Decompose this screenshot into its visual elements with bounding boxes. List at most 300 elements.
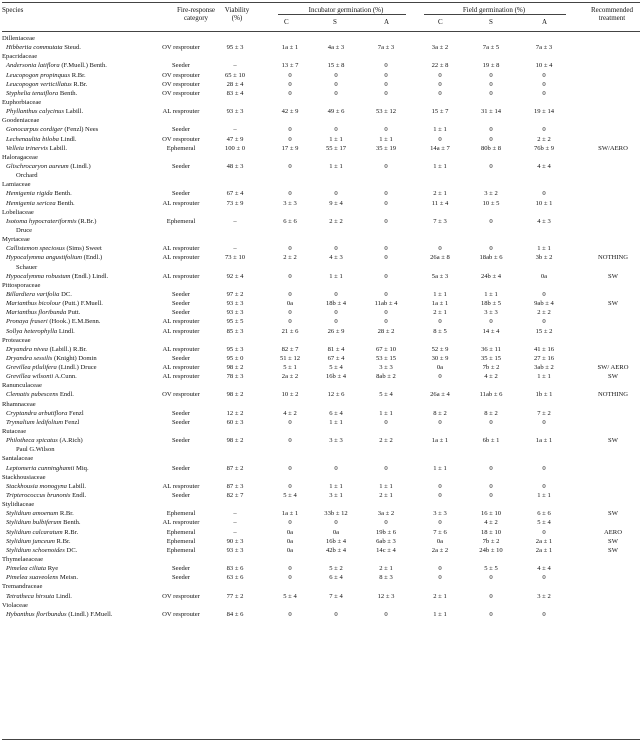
species-name — [6, 144, 67, 153]
species-authority: Miq. — [74, 464, 89, 472]
cell-via: 98 ± 2 — [226, 437, 244, 445]
table-row — [0, 125, 640, 134]
cell-ic: 51 ± 12 — [279, 354, 301, 362]
cell-fs: 7b ± 2 — [482, 364, 500, 372]
cell-cat: Ephemeral — [166, 528, 196, 536]
cell-is: 67 ± 4 — [327, 354, 345, 362]
species-authority: Lindl. — [54, 592, 72, 600]
cell-fa: 1a ± 1 — [535, 437, 553, 445]
cell-ic: 5 ± 4 — [283, 592, 297, 600]
cell-cat: Seeder — [172, 354, 190, 362]
cell-rec: SW — [608, 437, 618, 445]
cell-is: 0 — [334, 318, 338, 326]
cell-cat: Seeder — [172, 126, 190, 134]
cell-ia: 53 ± 12 — [375, 108, 397, 116]
species-name — [6, 509, 74, 518]
cell-fs: 0 — [489, 217, 493, 225]
species-name — [6, 482, 86, 491]
cell-cat: OV resprouter — [162, 610, 200, 618]
continuation-row — [0, 171, 640, 180]
cell-cat: Seeder — [172, 565, 190, 573]
species-authority: R.Br. — [70, 71, 86, 79]
cell-ic: 13 ± 7 — [281, 62, 299, 70]
cell-fa: 41 ± 16 — [533, 345, 555, 353]
cell-fa: 10 ± 1 — [535, 199, 553, 207]
cell-fc: 2 ± 1 — [433, 592, 447, 600]
table-row — [0, 363, 640, 372]
cell-fs: 31 ± 14 — [480, 108, 502, 116]
species-binomial: Pronaya fraseri — [6, 318, 48, 326]
table-row — [0, 345, 640, 354]
cell-cat: OV resprouter — [162, 80, 200, 88]
family-row — [0, 336, 640, 345]
cell-fs: 11ab ± 6 — [479, 391, 503, 399]
field-rule — [424, 14, 566, 15]
cell-fc: 2a ± 2 — [431, 546, 449, 554]
cell-is: 0a — [332, 528, 340, 536]
table-row — [0, 509, 640, 518]
cell-fc: 15 ± 7 — [431, 108, 449, 116]
continuation-row — [0, 263, 640, 272]
cell-fc: 0 — [438, 565, 442, 573]
cell-cat: Seeder — [172, 62, 190, 70]
species-name — [6, 272, 108, 281]
species-binomial: Stackhousia monogyna — [6, 482, 67, 490]
species-name — [6, 199, 75, 208]
species-name — [6, 135, 77, 144]
table-row — [0, 491, 640, 500]
cell-fa: 7 ± 2 — [537, 409, 551, 417]
family-name: Euphorbiaceae — [2, 98, 42, 106]
cell-via: 100 ± 0 — [224, 144, 246, 152]
species-name — [6, 354, 97, 363]
cell-ic: 0a — [286, 528, 294, 536]
cell-via: 60 ± 3 — [226, 418, 244, 426]
cell-fc: 0 — [438, 135, 442, 143]
cell-fa: 2a ± 1 — [535, 546, 553, 554]
cell-fc: 7 ± 6 — [433, 528, 447, 536]
cell-via: 97 ± 2 — [226, 290, 244, 298]
cell-fs: 7b ± 2 — [482, 537, 500, 545]
family-row — [0, 208, 640, 217]
species-authority: R.Br. — [58, 510, 74, 518]
table-row — [0, 546, 640, 555]
cell-is: 49 ± 6 — [327, 108, 345, 116]
field-header: Field germination (%) — [462, 6, 526, 14]
family-row — [0, 281, 640, 290]
family-name: Stylidiaceae — [2, 501, 35, 509]
cell-ic: 0 — [288, 89, 292, 97]
cell-fc: 11 ± 4 — [431, 199, 449, 207]
cell-ic: 0 — [288, 610, 292, 618]
cell-ia: 0 — [384, 162, 388, 170]
species-name — [6, 491, 86, 500]
table-row — [0, 135, 640, 144]
table-row — [0, 537, 640, 546]
cell-is: 1 ± 1 — [329, 482, 343, 490]
cell-fc: 2 ± 1 — [433, 309, 447, 317]
cell-fa: 6 ± 6 — [537, 510, 551, 518]
cell-rec: NOTHING — [597, 391, 629, 399]
cell-fa: 1 ± 1 — [537, 245, 551, 253]
cell-via: – — [233, 62, 237, 70]
species-binomial: Andersonia latiflora — [6, 62, 60, 70]
table-row — [0, 80, 640, 89]
cell-is: 9 ± 4 — [329, 199, 343, 207]
cell-fs: 0 — [489, 89, 493, 97]
cell-fc: 3a ± 2 — [431, 44, 449, 52]
species-binomial: Pimelea suaveolens — [6, 574, 59, 582]
cell-is: 2 ± 2 — [329, 217, 343, 225]
cell-ia: 2 ± 1 — [379, 565, 393, 573]
cell-fa: 2a ± 1 — [535, 537, 553, 545]
cell-ic: 0a — [286, 300, 294, 308]
cell-ia: 1 ± 1 — [379, 482, 393, 490]
cell-ic: 0 — [288, 190, 292, 198]
species-authority: Labill. — [47, 144, 67, 152]
cell-fa: 0 — [542, 464, 546, 472]
species-authority: Fenzl — [67, 409, 84, 417]
species-authority: (Sims) Sweet — [64, 245, 102, 253]
cell-fc: 0 — [438, 519, 442, 527]
table-row — [0, 354, 640, 363]
table-row — [0, 528, 640, 537]
cell-cat: Seeder — [172, 409, 190, 417]
cell-fc: 8 ± 5 — [433, 327, 447, 335]
family-name: Stackhousiaceae — [2, 473, 46, 481]
species-name — [6, 418, 79, 427]
cell-rec: SW — [608, 510, 618, 518]
cell-fc: 3 ± 3 — [433, 510, 447, 518]
cell-ic: 21 ± 6 — [281, 327, 299, 335]
cell-fc: 1 ± 1 — [433, 464, 447, 472]
cell-fs: 16 ± 10 — [480, 510, 502, 518]
family-name: Epacridaceae — [2, 53, 38, 61]
family-row — [0, 180, 640, 189]
cell-is: 16b ± 4 — [325, 537, 347, 545]
cell-ia: 19b ± 6 — [375, 528, 397, 536]
table-row — [0, 317, 640, 326]
cell-fs: 0 — [489, 492, 493, 500]
cell-ia: 3a ± 2 — [377, 510, 395, 518]
family-name: Violaceae — [2, 601, 28, 609]
species-binomial: Billardiera varifolia — [6, 290, 60, 298]
cell-fa: 0 — [542, 71, 546, 79]
cell-fc: 1 ± 1 — [433, 290, 447, 298]
table-row — [0, 482, 640, 491]
cell-ic: 0 — [288, 80, 292, 88]
cell-fa: 3ab ± 2 — [534, 364, 554, 372]
cell-via: 87 ± 2 — [226, 464, 244, 472]
cell-fa: 1 ± 1 — [537, 373, 551, 381]
cell-ia: 2 ± 2 — [379, 437, 393, 445]
cell-ia: 67 ± 10 — [375, 345, 397, 353]
cell-is: 16b ± 4 — [325, 373, 347, 381]
species-authority: (Lindl.) F.Muell. — [66, 610, 113, 618]
cell-fa: 9ab ± 4 — [534, 300, 554, 308]
species-binomial: Callistemon speciosus — [6, 245, 65, 253]
species-name — [6, 518, 81, 527]
cell-is: 81 ± 4 — [327, 345, 345, 353]
cell-is: 33b ± 12 — [324, 510, 348, 518]
family-row — [0, 601, 640, 610]
cell-ic: 0 — [288, 574, 292, 582]
table-row — [0, 327, 640, 336]
cell-fa: 0 — [542, 290, 546, 298]
cell-via: 63 ± 6 — [226, 574, 244, 582]
family-row — [0, 400, 640, 409]
field-s-header: S — [489, 18, 493, 26]
cell-cat: AL resprouter — [162, 254, 200, 262]
species-name — [6, 537, 70, 546]
table-row — [0, 43, 640, 52]
cell-cat: Seeder — [172, 464, 190, 472]
cell-fa: 10 ± 4 — [535, 62, 553, 70]
cell-ia: 0 — [384, 190, 388, 198]
species-binomial: Tetratheca hirsuta — [6, 592, 55, 600]
cell-ic: 0a — [286, 546, 294, 554]
species-authority: Lindl. — [58, 135, 77, 143]
cell-is: 1 ± 1 — [329, 272, 343, 280]
cell-fc: 0 — [438, 80, 442, 88]
cell-ia: 11ab ± 4 — [374, 300, 398, 308]
cell-cat: AL resprouter — [162, 364, 200, 372]
cell-via: – — [233, 126, 237, 134]
cell-fa: 0 — [542, 528, 546, 536]
family-name: Lamiaceae — [2, 181, 31, 189]
cell-is: 26 ± 9 — [327, 327, 345, 335]
table-row — [0, 71, 640, 80]
cell-rec: SW — [608, 537, 618, 545]
cell-fa: 4 ± 3 — [537, 217, 551, 225]
table-row — [0, 573, 640, 582]
species-authority: Lindl. — [57, 327, 75, 335]
table-row — [0, 89, 640, 98]
cell-fa: 0 — [542, 610, 546, 618]
fire-response-header: Fire-response category — [176, 6, 216, 22]
cell-fc: 52 ± 9 — [431, 345, 449, 353]
cell-ia: 28 ± 2 — [377, 327, 395, 335]
species-binomial: Styphelia tenuiflora — [6, 89, 59, 97]
cell-is: 6 ± 4 — [329, 409, 343, 417]
cell-ia: 0 — [384, 89, 388, 97]
species-authority: Benth. — [55, 199, 75, 207]
cell-is: 12 ± 6 — [327, 391, 345, 399]
cell-is: 0 — [334, 519, 338, 527]
cell-fa: 0 — [542, 89, 546, 97]
cell-cat: Ephemeral — [166, 510, 196, 518]
species-authority: Benth. — [52, 190, 72, 198]
cell-rec: SW — [608, 272, 618, 280]
cell-fa: 5 ± 4 — [537, 519, 551, 527]
species-binomial: Leptomeria cunninghamii — [6, 464, 75, 472]
cell-ic: 0a — [286, 537, 294, 545]
top-rule — [2, 2, 640, 3]
species-name — [6, 390, 74, 399]
cell-via: 73 ± 9 — [226, 199, 244, 207]
cell-ia: 0 — [384, 464, 388, 472]
cell-ic: 0 — [288, 309, 292, 317]
cell-via: 98 ± 2 — [226, 364, 244, 372]
species-binomial: Leucopogon propinquus — [6, 71, 71, 79]
cell-ia: 0 — [384, 199, 388, 207]
cell-ic: 5 ± 4 — [283, 492, 297, 500]
species-name — [6, 162, 91, 171]
family-row — [0, 473, 640, 482]
cell-cat: OV resprouter — [162, 71, 200, 79]
cell-is: 3 ± 1 — [329, 492, 343, 500]
species-binomial: Hibbertia commutata — [6, 44, 63, 52]
species-binomial: Lechenaultia biloba — [6, 135, 59, 143]
table-row — [0, 518, 640, 527]
cell-cat: Ephemeral — [166, 217, 196, 225]
species-authority: (Putt.) F.Muell. — [60, 300, 103, 308]
species-name — [6, 573, 78, 582]
species-name — [6, 217, 96, 226]
species-authority: (Lindl.) — [68, 162, 91, 170]
cell-ic: 5 ± 1 — [283, 364, 297, 372]
family-name: Proteaceae — [2, 336, 31, 344]
cell-ia: 0 — [384, 610, 388, 618]
cell-via: 93 ± 3 — [226, 309, 244, 317]
species-authority: (Knight) Domin — [52, 354, 97, 362]
cell-fc: 0 — [438, 245, 442, 253]
cell-cat: AL resprouter — [162, 373, 200, 381]
cell-via: 93 ± 3 — [226, 108, 244, 116]
cell-fs: 0 — [489, 135, 493, 143]
species-binomial: Pimelea ciliata — [6, 565, 47, 573]
cell-ic: 0 — [288, 437, 292, 445]
species-binomial: Trymalium ledifolium — [6, 418, 63, 426]
species-binomial: Isotoma hypocrateriformis — [6, 217, 77, 225]
cell-ic: 2 ± 2 — [283, 254, 297, 262]
cell-ia: 0 — [384, 245, 388, 253]
cell-rec: AERO — [604, 528, 622, 536]
cell-fs: 18b ± 5 — [480, 300, 502, 308]
species-authority: A.Cunn. — [53, 373, 77, 381]
species-binomial: Hypocalymma robustum — [6, 272, 71, 280]
cell-cat: AL resprouter — [162, 108, 200, 116]
species-binomial: Dryandra sessilis — [6, 354, 53, 362]
cell-fc: 26a ± 4 — [430, 391, 450, 399]
cell-via: 87 ± 3 — [226, 482, 244, 490]
species-authority: Benth. — [58, 89, 78, 97]
species-authority: Meisn. — [58, 574, 78, 582]
species-binomial: Marianthus floribunda — [6, 309, 67, 317]
cell-cat: OV resprouter — [162, 135, 200, 143]
authority-continuation: Druce — [16, 226, 33, 234]
table-row — [0, 564, 640, 573]
cell-fa: 0a — [540, 272, 548, 280]
table-body — [0, 34, 640, 619]
table-row — [0, 107, 640, 116]
cell-fs: 18 ± 10 — [480, 528, 502, 536]
cell-ia: 8ab ± 2 — [376, 373, 396, 381]
cell-ia: 12 ± 3 — [377, 592, 395, 600]
cell-cat: OV resprouter — [162, 391, 200, 399]
species-binomial: Hemigenia rigida — [6, 190, 53, 198]
cell-ia: 7a ± 3 — [377, 44, 395, 52]
cell-via: 82 ± 7 — [226, 492, 244, 500]
cell-ia: 2 ± 1 — [379, 492, 393, 500]
family-name: Myrtaceae — [2, 236, 30, 244]
family-name: Thymelaeaceae — [2, 556, 43, 564]
cell-via: 95 ± 0 — [226, 354, 244, 362]
cell-ic: 0 — [288, 519, 292, 527]
cell-ia: 53 ± 15 — [375, 354, 397, 362]
bottom-rule — [2, 739, 640, 740]
cell-via: 73 ± 10 — [224, 254, 246, 262]
table-row — [0, 290, 640, 299]
species-authority: Rye — [46, 565, 59, 573]
cell-ia: 6ab ± 3 — [376, 537, 396, 545]
cell-ia: 14c ± 4 — [376, 546, 396, 554]
cell-is: 0 — [334, 71, 338, 79]
species-name — [6, 107, 83, 116]
species-authority: (Lindl.) Druce — [56, 364, 97, 372]
cell-via: 90 ± 3 — [226, 537, 244, 545]
cell-fc: 14a ± 7 — [430, 144, 450, 152]
cell-is: 0 — [334, 290, 338, 298]
cell-cat: Seeder — [172, 300, 190, 308]
cell-fc: 0 — [438, 492, 442, 500]
cell-is: 5 ± 2 — [329, 565, 343, 573]
cell-is: 15 ± 8 — [327, 62, 345, 70]
family-row — [0, 153, 640, 162]
species-binomial: Cryptandra arbutiflora — [6, 409, 68, 417]
cell-ic: 0 — [288, 245, 292, 253]
cell-ia: 5 ± 4 — [379, 391, 393, 399]
cell-fa: 19 ± 14 — [533, 108, 555, 116]
cell-cat: OV resprouter — [162, 44, 200, 52]
cell-fs: 24b ± 4 — [480, 272, 502, 280]
family-name: Dilleniaceae — [2, 35, 35, 42]
family-name: Goodeniaceae — [2, 117, 40, 125]
species-name — [6, 290, 72, 299]
cell-fs: 7a ± 5 — [482, 44, 500, 52]
cell-cat: AL resprouter — [162, 199, 200, 207]
cell-is: 1 ± 1 — [329, 418, 343, 426]
species-name — [6, 363, 97, 372]
cell-ic: 0 — [288, 126, 292, 134]
species-binomial: Hypocalymma angustifolium — [6, 254, 83, 262]
cell-via: 77 ± 2 — [226, 592, 244, 600]
cell-fc: 0a — [436, 537, 444, 545]
cell-fc: 0 — [438, 89, 442, 97]
species-name — [6, 564, 58, 573]
species-binomial: Stylidium bulbiferum — [6, 519, 62, 527]
incubator-a-header: A — [384, 18, 390, 26]
cell-ic: 0 — [288, 565, 292, 573]
cell-ic: 0 — [288, 162, 292, 170]
cell-fs: 10 ± 5 — [482, 199, 500, 207]
species-name — [6, 43, 81, 52]
table-row — [0, 390, 640, 399]
cell-via: 95 ± 5 — [226, 318, 244, 326]
cell-fs: 0 — [489, 71, 493, 79]
species-name — [6, 372, 77, 381]
cell-ic: 0 — [288, 418, 292, 426]
cell-fs: 3 ± 3 — [484, 309, 498, 317]
cell-fa: 4 ± 4 — [537, 565, 551, 573]
species-authority: (R.Br.) — [76, 217, 97, 225]
cell-ia: 0 — [384, 80, 388, 88]
cell-is: 3 ± 3 — [329, 437, 343, 445]
cell-cat: AL resprouter — [162, 482, 200, 490]
cell-fa: 7a ± 3 — [535, 44, 553, 52]
family-name: Tremandraceae — [2, 583, 43, 591]
family-row — [0, 454, 640, 463]
